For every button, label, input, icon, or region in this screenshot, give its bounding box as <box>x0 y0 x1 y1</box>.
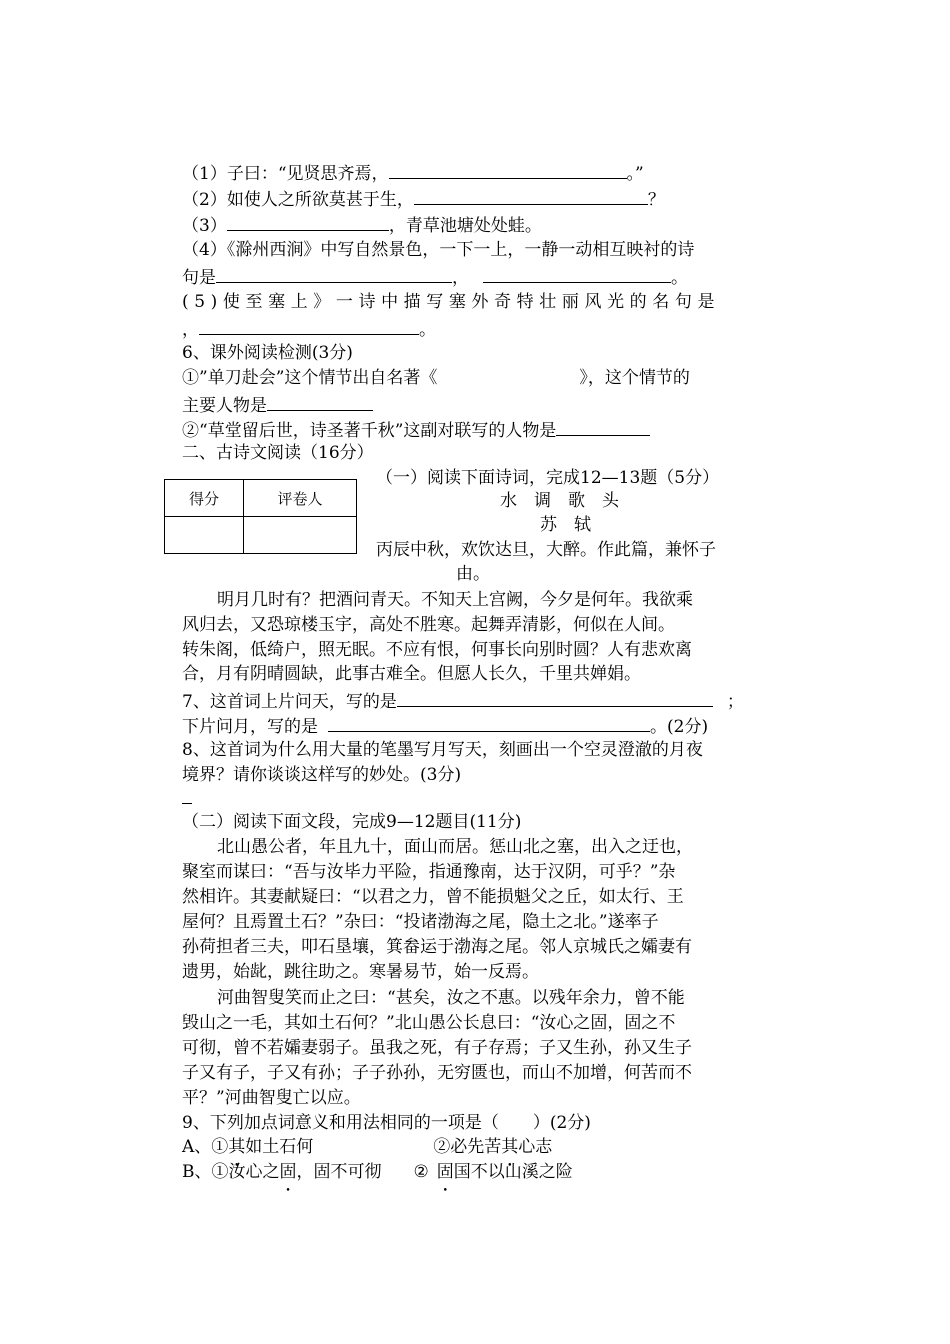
answer-blank[interactable] <box>397 688 713 707</box>
fill-in-line-2 <box>182 186 665 212</box>
fill-in-line-5b <box>182 316 436 342</box>
text: ② <box>413 1162 429 1182</box>
q6-a <box>182 366 690 390</box>
q6-title: 6、课外阅读检测(3分) <box>182 343 353 363</box>
fill-in-line-4a: （4）《滁州西涧》中写自然景色，一下一上，一静一动相互映衬的诗 <box>182 240 695 260</box>
poem-text-2: 风归去，又恐琼楼玉宇，高处不胜寒。起舞弄清影，何似在人间。 <box>182 615 675 635</box>
grader-header: 评卷人 <box>244 480 357 517</box>
answer-blank[interactable] <box>328 713 650 732</box>
text: 7、这首词上片问天，写的是 <box>182 692 397 712</box>
passage-line-3: 然相许。其妻献疑曰：“以君之力，曾不能损魁父之丘，如太行、王 <box>182 887 684 907</box>
text: ， <box>182 320 199 340</box>
poem-text-4: 合，月有阴晴圆缺，此事古难全。但愿人长久，千里共婵娟。 <box>182 664 641 684</box>
q6-c <box>182 417 650 443</box>
text: ②必先苦 <box>433 1137 502 1157</box>
poem-text-1: 明月几时有？把酒问青天。不知天上宫阙，今夕是何年。我欲乘 <box>217 590 693 610</box>
q9-option-a[interactable] <box>182 1135 552 1159</box>
fill-in-line-4b <box>182 264 688 290</box>
text: 下片问月，写的是 <box>182 717 318 737</box>
text: B、①汝心之 <box>182 1162 280 1182</box>
fill-in-line-5a: (5)使至塞上》一诗中描写塞外奇特壮丽风光的名句是 <box>182 292 721 312</box>
score-cell[interactable] <box>165 517 244 554</box>
passage-line-6: 遗男，始龀，跳往助之。寒暑易节，始一反焉。 <box>182 962 539 982</box>
passage-instruction: （二）阅读下面文段，完成9—12题目(11分) <box>182 812 522 832</box>
poem-instruction: （一）阅读下面诗词，完成12—13题（5分） <box>376 468 720 488</box>
text: （1）子曰：“见贤思齐焉， <box>182 164 389 184</box>
answer-blank[interactable] <box>267 392 373 411</box>
text: ， <box>452 268 469 288</box>
passage-line-5: 孙荷担者三夫，叩石垦壤，箕畚运于渤海之尾。邻人京城氏之孀妻有 <box>182 937 692 957</box>
text: ？ <box>647 190 665 210</box>
passage-line-7: 河曲智叟笑而止之曰：“甚矣，汝之不惠。以残年余力，曾不能 <box>217 988 685 1008</box>
dotted-word: 固 <box>436 1162 454 1182</box>
q6-b <box>182 392 373 418</box>
text: 心志 <box>518 1137 553 1157</box>
answer-blank[interactable] <box>483 264 671 283</box>
text: 主要人物是 <box>182 396 267 416</box>
answer-blank[interactable] <box>414 186 648 205</box>
section-2-heading: 二、古诗文阅读（16分） <box>182 443 374 463</box>
text: 国不以山溪之险 <box>453 1162 573 1182</box>
text: A、① <box>182 1137 229 1157</box>
q8-b: 境界？请你谈谈这样写的妙处。(3分) <box>182 765 462 785</box>
passage-line-11: 平？”河曲智叟亡以应。 <box>182 1088 361 1108</box>
q7-a <box>182 688 744 714</box>
text: ②“草堂留后世，诗圣著千秋”这副对联写的人物是 <box>182 421 557 441</box>
poem-title: 水 调 歌 头 <box>500 491 619 511</box>
fill-in-line-1 <box>182 160 644 186</box>
text: 句是 <box>182 268 216 288</box>
answer-blank[interactable] <box>389 160 627 179</box>
poem-preface-1: 丙辰中秋，欢饮达旦，大醉。作此篇，兼怀子 <box>376 540 716 560</box>
text: 。(2分) <box>650 717 709 737</box>
text: ，固不可彻 <box>296 1162 382 1182</box>
text: ①”单刀赴会”这个情节出自名著《 <box>182 368 438 388</box>
passage-line-8: 毁山之一毛，其如土石何？”北山愚公长息曰：“汝心之固，固之不 <box>182 1013 676 1033</box>
text: ，青草池塘处处蛙。 <box>388 216 542 236</box>
text: 。 <box>419 320 436 340</box>
passage-line-4: 屋何？且焉置土石？”杂曰：“投诸渤海之尾，隐土之北。”遂率子 <box>182 912 659 932</box>
text: 。 <box>671 268 688 288</box>
answer-blank[interactable] <box>199 316 419 335</box>
poem-author: 苏 轼 <box>540 515 591 535</box>
q7-b <box>182 713 708 739</box>
fill-in-line-3 <box>182 212 542 238</box>
passage-line-9: 可彻，曾不若孀妻弱子。虽我之死，有子存焉；子又生孙，孙又生子 <box>182 1038 692 1058</box>
grader-cell[interactable] <box>244 517 357 554</box>
text: 。” <box>626 164 644 184</box>
answer-blank[interactable] <box>227 212 389 231</box>
answer-underscore[interactable] <box>182 803 192 804</box>
passage-line-1: 北山愚公者，年且九十，面山而居。惩山北之塞，出入之迂也， <box>217 837 693 857</box>
passage-line-2: 聚室而谋曰：“吾与汝毕力平险，指通豫南，达于汉阴，可乎？”杂 <box>182 862 676 882</box>
poem-text-3: 转朱阁，低绮户，照无眠。不应有恨，何事长向别时圆？人有悲欢离 <box>182 640 692 660</box>
passage-line-10: 子又有子，子又有孙；子子孙孙，无穷匮也，而山不加增，何苦而不 <box>182 1063 692 1083</box>
q8-a: 8、这首词为什么用大量的笔墨写月写天，刻画出一个空灵澄澈的月夜 <box>182 740 703 760</box>
dotted-word: 其 <box>228 1137 246 1157</box>
poem-preface-2: 由。 <box>456 564 490 584</box>
text: （3） <box>182 216 227 236</box>
score-table <box>164 479 357 554</box>
text: ； <box>726 692 744 712</box>
score-header: 得分 <box>165 480 244 517</box>
dotted-word: 其 <box>501 1137 519 1157</box>
text: （2）如使人之所欲莫甚于生， <box>182 190 414 210</box>
answer-blank[interactable] <box>216 264 452 283</box>
text: 》，这个情节的 <box>579 368 690 388</box>
answer-blank[interactable] <box>556 417 650 436</box>
q9-option-b[interactable] <box>182 1160 573 1184</box>
text: 如土石何 <box>245 1137 314 1157</box>
q9-title: 9、下列加点词意义和用法相同的一项是（ ）(2分) <box>182 1113 591 1133</box>
dotted-word: 固 <box>279 1162 297 1182</box>
